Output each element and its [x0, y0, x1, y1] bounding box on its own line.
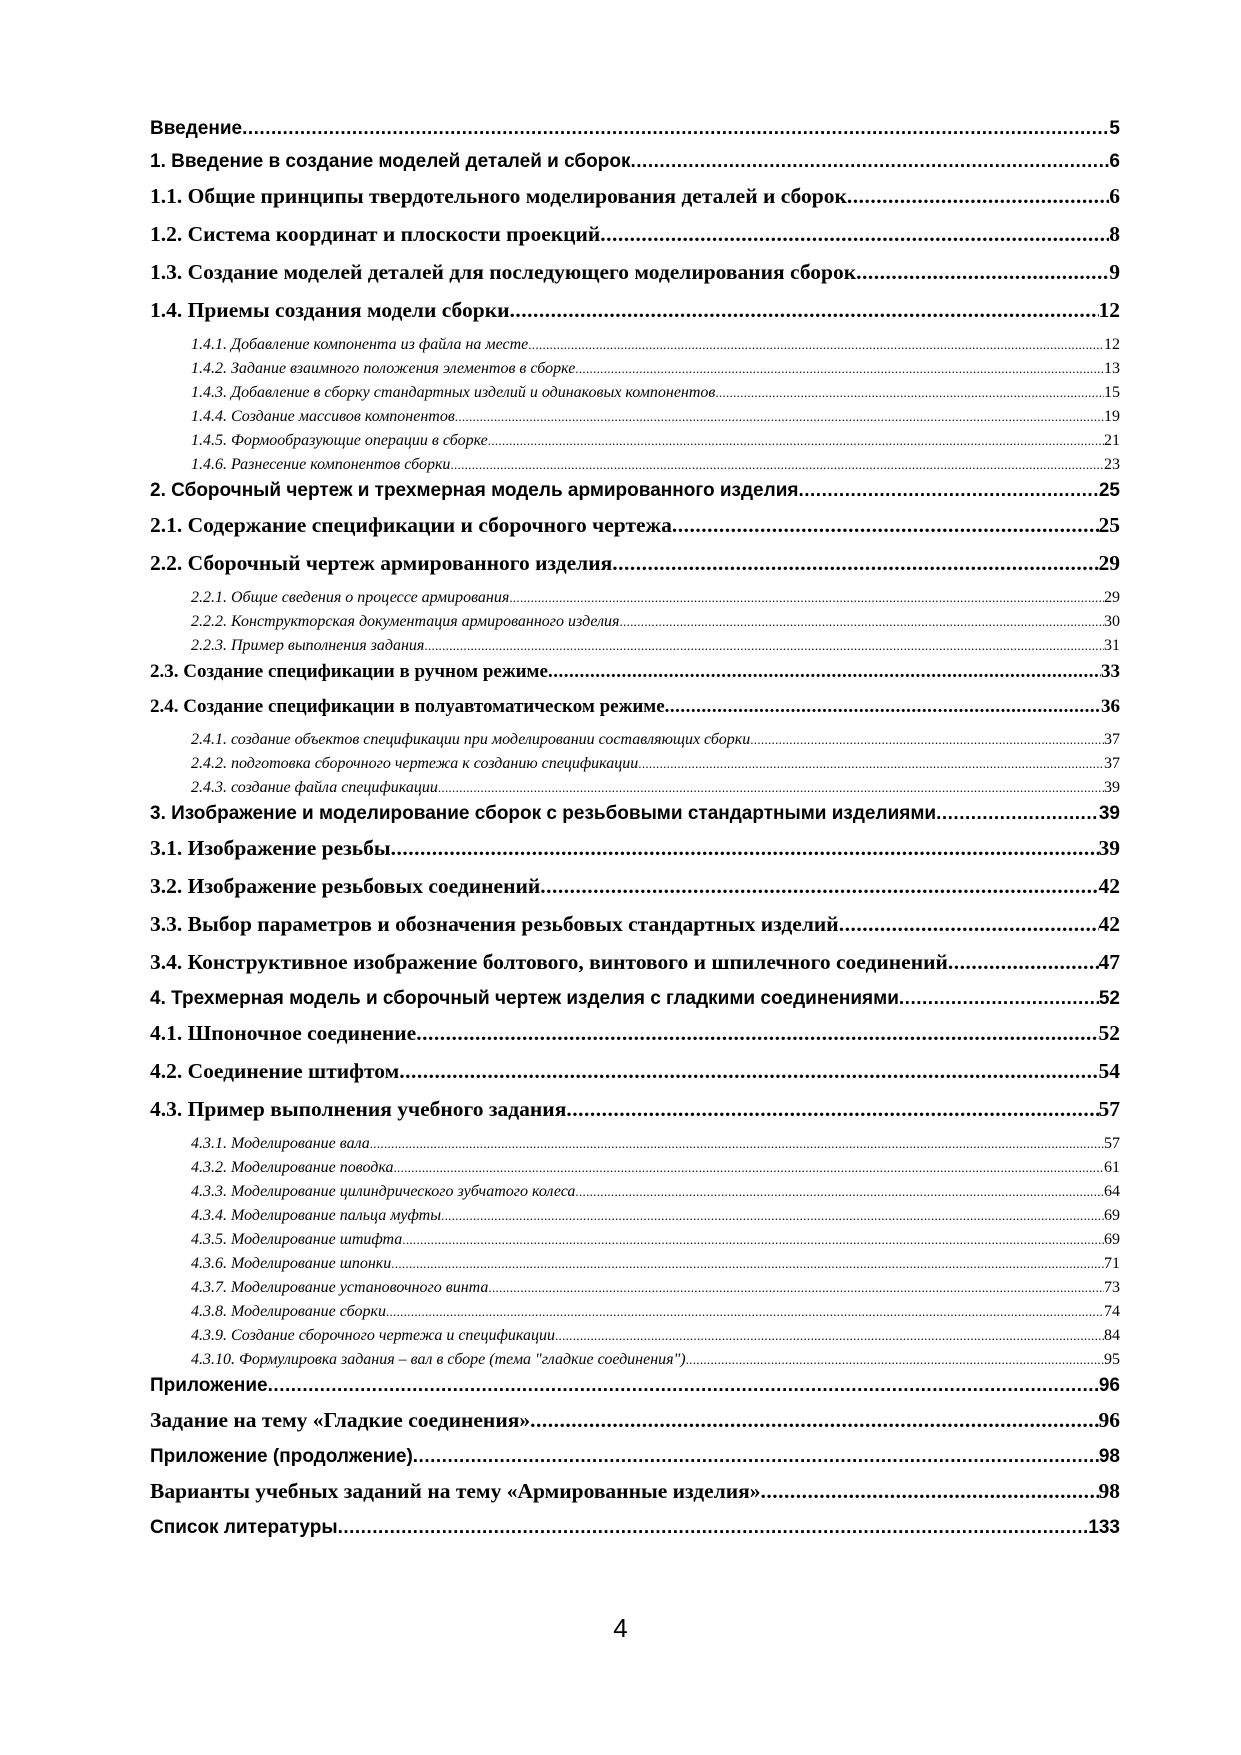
toc-entry-title: 3.1. Изображение резьбы [150, 836, 391, 860]
toc-dot-leader [839, 912, 1099, 937]
toc-entry[interactable] [150, 912, 1120, 950]
toc-entry[interactable] [150, 779, 1120, 803]
toc-entry-page: 30 [1104, 613, 1120, 630]
toc-dot-leader [856, 260, 1109, 285]
toc-entry[interactable] [150, 336, 1120, 360]
toc-entry-page: 69 [1104, 1207, 1120, 1224]
toc-dot-leader [402, 1232, 1104, 1248]
toc-dot-leader [638, 756, 1104, 772]
toc-entry-title: Приложение [150, 1375, 268, 1396]
toc-entry-title: Задание на тему «Гладкие соединения» [150, 1408, 531, 1432]
toc-dot-leader [899, 988, 1099, 1010]
toc-entry-title: 1.4.4. Создание массивов компонентов [191, 408, 455, 425]
toc-dot-leader [798, 480, 1098, 502]
toc-entry-page: 57 [1104, 1135, 1120, 1152]
toc-entry[interactable] [150, 731, 1120, 755]
toc-entry[interactable] [150, 1231, 1120, 1255]
toc-dot-leader [450, 457, 1104, 473]
toc-entry-page: 74 [1104, 1303, 1120, 1320]
toc-entry[interactable] [150, 151, 1120, 184]
toc-entry-title: 4.3.6. Моделирование шпонки [191, 1255, 392, 1272]
toc-entry-title: 2. Сборочный чертеж и трехмерная модель армированного изделия [150, 480, 799, 501]
toc-dot-leader [936, 803, 1099, 825]
toc-entry-title: 4.3.9. Создание сборочного чертежа и спецификации [191, 1327, 555, 1344]
toc-entry[interactable] [150, 1135, 1120, 1159]
toc-dot-leader [555, 1328, 1104, 1344]
toc-dot-leader [665, 696, 1101, 718]
toc-entry-page: 13 [1104, 360, 1120, 377]
toc-entry[interactable] [150, 803, 1120, 836]
toc-entry-title: 4.3.1. Моделирование вала [191, 1135, 370, 1152]
toc-entry-page: 39 [1104, 779, 1120, 796]
toc-dot-leader [488, 1280, 1104, 1296]
toc-entry-title: Варианты учебных заданий на тему «Армированные изделия» [150, 1479, 761, 1503]
toc-entry-page: 36 [1101, 696, 1120, 717]
toc-dot-leader [761, 1479, 1099, 1504]
toc-entry[interactable] [150, 1446, 1120, 1479]
toc-dot-leader [686, 1352, 1104, 1368]
toc-entry[interactable] [150, 1255, 1120, 1279]
toc-entry-title: 1. Введение в создание моделей деталей и сборок [150, 151, 631, 172]
toc-dot-leader [575, 361, 1104, 377]
toc-entry[interactable] [150, 298, 1120, 336]
toc-entry[interactable] [150, 613, 1120, 637]
toc-dot-leader [424, 638, 1104, 654]
toc-entry[interactable] [150, 1059, 1120, 1097]
toc-entry[interactable] [150, 260, 1120, 298]
toc-entry-page: 98 [1098, 1446, 1120, 1467]
toc-dot-leader [631, 151, 1110, 173]
toc-entry[interactable] [150, 874, 1120, 912]
toc-entry-title: 1.4.6. Разнесение компонентов сборки [191, 456, 451, 473]
toc-entry[interactable] [150, 408, 1120, 432]
toc-entry-title: 2.4.3. создание файла спецификации [191, 779, 438, 796]
toc-entry-page: 96 [1098, 1375, 1120, 1396]
toc-entry-page: 23 [1104, 456, 1120, 473]
toc-entry[interactable] [150, 755, 1120, 779]
toc-entry-page: 47 [1098, 950, 1120, 974]
toc-entry-page: 98 [1098, 1479, 1120, 1503]
toc-entry-title: 4. Трехмерная модель и сборочный чертеж изделия с гладкими соединениями [150, 988, 899, 1009]
toc-entry-page: 69 [1104, 1231, 1120, 1248]
toc-entry-title: 4.3.2. Моделирование поводка [191, 1159, 394, 1176]
toc-dot-leader [391, 1256, 1104, 1272]
toc-entry[interactable] [150, 988, 1120, 1021]
toc-entry-title: 2.4.2. подготовка сборочного чертежа к созданию спецификации [191, 755, 639, 772]
toc-dot-leader [715, 385, 1104, 401]
toc-entry-title: 2.4.1. создание объектов спецификации при моделировании составляющих сборки [191, 731, 751, 748]
toc-entry-page: 52 [1098, 1021, 1120, 1045]
toc-entry-title: 2.2. Сборочный чертеж армированного изделия [150, 551, 613, 575]
toc-dot-leader [441, 1208, 1104, 1224]
toc-entry[interactable] [150, 1097, 1120, 1135]
toc-entry-page: 133 [1088, 1517, 1120, 1538]
toc-dot-leader [847, 184, 1109, 209]
toc-entry-title: 1.4. Приемы создания модели сборки [150, 298, 510, 322]
toc-entry-title: 2.2.1. Общие сведения о процессе армирования [191, 589, 510, 606]
toc-dot-leader [566, 1097, 1098, 1122]
toc-entry[interactable] [150, 184, 1120, 222]
toc-entry-page: 12 [1104, 336, 1120, 353]
toc-entry-page: 9 [1109, 260, 1120, 284]
toc-entry-title: 1.2. Система координат и плоскости проекций [150, 222, 601, 246]
toc-entry-page: 25 [1098, 480, 1120, 501]
toc-entry-page: 29 [1104, 589, 1120, 606]
toc-dot-leader [530, 1408, 1098, 1433]
toc-dot-leader [575, 1184, 1104, 1200]
toc-dot-leader [399, 1059, 1098, 1084]
toc-dot-leader [386, 1304, 1104, 1320]
toc-entry-page: 42 [1098, 874, 1120, 898]
toc-entry-title: 3.2. Изображение резьбовых соединений [150, 874, 541, 898]
toc-entry-page: 29 [1098, 551, 1120, 575]
toc-entry-page: 31 [1104, 637, 1120, 654]
toc-entry[interactable] [150, 1408, 1120, 1446]
toc-entry[interactable] [150, 513, 1120, 551]
toc-dot-leader [391, 836, 1099, 861]
toc-dot-leader [455, 409, 1104, 425]
toc-entry-title: 4.3.3. Моделирование цилиндрического зубчатого колеса [191, 1183, 576, 1200]
toc-entry[interactable] [150, 1479, 1120, 1517]
toc-entry-title: 2.2.3. Пример выполнения задания [191, 637, 425, 654]
toc-entry-page: 25 [1098, 513, 1120, 537]
toc-entry-page: 6 [1109, 151, 1120, 172]
toc-entry-title: Список литературы [150, 1517, 338, 1538]
toc-entry[interactable] [150, 1375, 1120, 1408]
toc-entry-page: 57 [1098, 1097, 1120, 1121]
toc-dot-leader [488, 433, 1104, 449]
toc-entry-page: 96 [1098, 1408, 1120, 1432]
toc-entry[interactable] [150, 222, 1120, 260]
toc-dot-leader [750, 732, 1104, 748]
toc-entry-page: 37 [1104, 755, 1120, 772]
toc-entry-page: 52 [1098, 988, 1120, 1009]
toc-entry[interactable] [150, 1327, 1120, 1351]
toc-entry-title: 2.2.2. Конструкторская документация армированного изделия [191, 613, 620, 630]
toc-entry-title: 1.4.1. Добавление компонента из файла на месте [191, 336, 529, 353]
toc-dot-leader [393, 1160, 1104, 1176]
toc-entry-page: 95 [1104, 1351, 1120, 1368]
toc-dot-leader [438, 780, 1104, 796]
toc-entry-title: 4.3.10. Формулировка задания – вал в сборе (тема "гладкие соединения") [191, 1351, 686, 1368]
toc-entry-page: 64 [1104, 1183, 1120, 1200]
toc-dot-leader [370, 1136, 1104, 1152]
toc-dot-leader [509, 590, 1104, 606]
toc-entry[interactable] [150, 637, 1120, 661]
toc-entry[interactable] [150, 480, 1120, 513]
toc-dot-leader [540, 874, 1098, 899]
toc-entry[interactable] [150, 1517, 1120, 1550]
toc-dot-leader [416, 1021, 1098, 1046]
toc-entry[interactable] [150, 384, 1120, 408]
toc-entry-title: 4.3. Пример выполнения учебного задания [150, 1097, 567, 1121]
toc-dot-leader [548, 661, 1101, 683]
toc-entry-page: 33 [1101, 661, 1120, 682]
toc-entry-page: 84 [1104, 1327, 1120, 1344]
toc-dot-leader [612, 551, 1098, 576]
toc-entry-title: 3.4. Конструктивное изображение болтового, винтового и шпилечного соединений [150, 950, 948, 974]
toc-entry-title: 4.3.4. Моделирование пальца муфты [191, 1207, 442, 1224]
page-number: 4 [613, 1613, 628, 1643]
toc-entry-title: 2.3. Создание спецификации в ручном режиме [150, 661, 548, 682]
toc-entry[interactable] [150, 551, 1120, 589]
toc-entry-title: 3.3. Выбор параметров и обозначения резьбовых стандартных изделий [150, 912, 839, 936]
toc-entry-title: 1.4.2. Задание взаимного положения элементов в сборке [191, 360, 576, 377]
toc-entry-title: Введение [150, 118, 243, 139]
table-of-contents [150, 118, 1120, 1550]
toc-entry-page: 73 [1104, 1279, 1120, 1296]
toc-entry-page: 61 [1104, 1159, 1120, 1176]
toc-entry-page: 6 [1109, 184, 1120, 208]
toc-entry[interactable] [150, 1021, 1120, 1059]
toc-entry-title: 4.2. Соединение штифтом [150, 1059, 400, 1083]
toc-entry-title: 4.3.7. Моделирование установочного винта [191, 1279, 489, 1296]
toc-entry-page: 15 [1104, 384, 1120, 401]
toc-entry[interactable] [150, 950, 1120, 988]
toc-entry-page: 37 [1104, 731, 1120, 748]
toc-entry-page: 54 [1098, 1059, 1120, 1083]
toc-entry-page: 39 [1098, 803, 1120, 824]
toc-entry[interactable] [150, 1183, 1120, 1207]
toc-entry-page: 19 [1104, 408, 1120, 425]
toc-dot-leader [242, 118, 1109, 140]
toc-dot-leader [619, 614, 1104, 630]
toc-entry-page: 12 [1098, 298, 1120, 322]
toc-dot-leader [672, 513, 1099, 538]
toc-entry[interactable] [150, 1207, 1120, 1231]
toc-entry[interactable] [150, 661, 1120, 696]
toc-entry-page: 42 [1098, 912, 1120, 936]
toc-entry[interactable] [150, 589, 1120, 613]
toc-entry-page: 71 [1104, 1255, 1120, 1272]
toc-entry-title: 4.1. Шпоночное соединение [150, 1021, 417, 1045]
toc-dot-leader [600, 222, 1109, 247]
toc-entry-title: 1.4.3. Добавление в сборку стандартных изделий и одинаковых компонентов [191, 384, 716, 401]
toc-entry-title: 1.4.5. Формообразующие операции в сборке [191, 432, 488, 449]
toc-entry[interactable] [150, 1159, 1120, 1183]
toc-dot-leader [268, 1375, 1099, 1397]
toc-entry[interactable] [150, 118, 1120, 151]
toc-entry-page: 5 [1109, 118, 1120, 139]
toc-entry-title: 3. Изображение и моделирование сборок с резьбовыми стандартными изделиями [150, 803, 937, 824]
toc-entry[interactable] [150, 696, 1120, 731]
toc-entry-title: 2.1. Содержание спецификации и сборочного чертежа [150, 513, 672, 537]
toc-entry[interactable] [150, 1279, 1120, 1303]
toc-entry-page: 8 [1109, 222, 1120, 246]
toc-entry-title: 4.3.5. Моделирование штифта [191, 1231, 403, 1248]
toc-entry-page: 39 [1098, 836, 1120, 860]
toc-entry[interactable] [150, 456, 1120, 480]
toc-dot-leader [338, 1517, 1089, 1539]
toc-entry-page: 21 [1104, 432, 1120, 449]
toc-entry-title: 1.1. Общие принципы твердотельного моделирования деталей и сборок [150, 184, 847, 208]
toc-entry[interactable] [150, 836, 1120, 874]
toc-entry[interactable] [150, 1351, 1120, 1375]
toc-dot-leader [413, 1446, 1099, 1468]
toc-dot-leader [510, 298, 1099, 323]
toc-entry[interactable] [150, 432, 1120, 456]
toc-dot-leader [528, 337, 1104, 353]
toc-entry-title: 1.3. Создание моделей деталей для последующего моделирования сборок [150, 260, 857, 284]
toc-entry-title: Приложение (продолжение) [150, 1446, 413, 1467]
toc-dot-leader [948, 950, 1099, 975]
toc-entry-title: 4.3.8. Моделирование сборки [191, 1303, 386, 1320]
toc-entry[interactable] [150, 360, 1120, 384]
toc-entry-title: 2.4. Создание спецификации в полуавтоматическом режиме [150, 696, 665, 717]
toc-entry[interactable] [150, 1303, 1120, 1327]
